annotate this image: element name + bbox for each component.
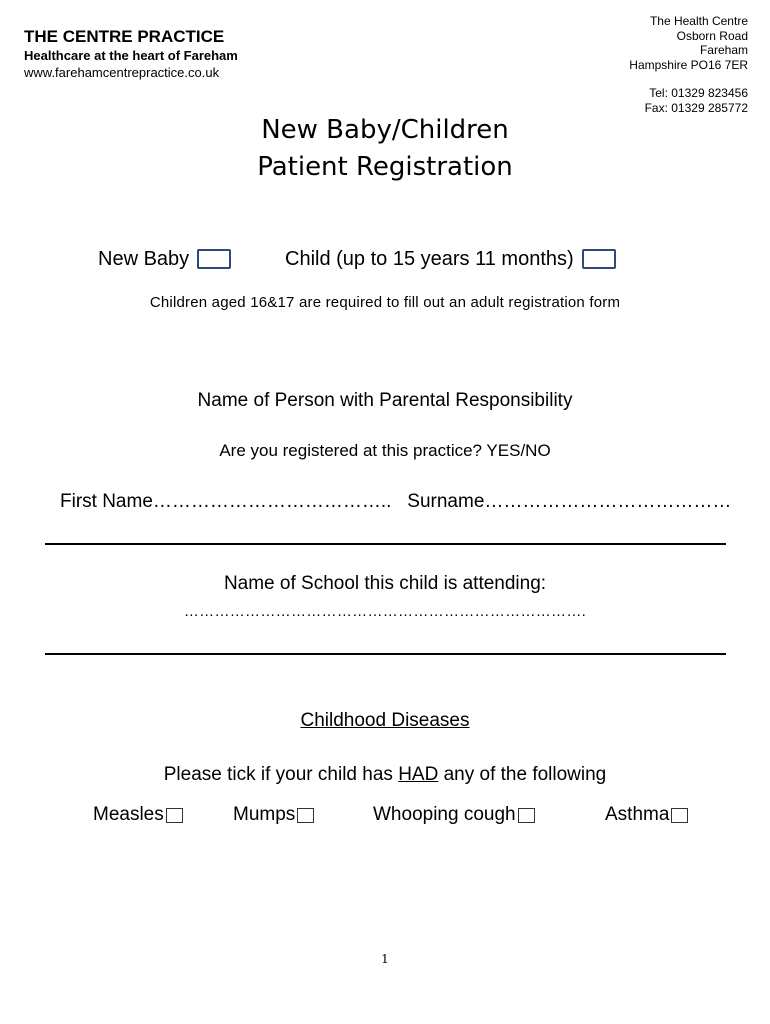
whooping-cough-checkbox[interactable] — [518, 808, 535, 823]
tick-instruction-emphasis: HAD — [398, 764, 439, 785]
tick-instruction-suffix: any of the following — [438, 764, 607, 785]
form-title — [0, 112, 770, 186]
disease-whooping-cough — [373, 804, 535, 826]
address-line: The Health Centre — [649, 14, 748, 28]
measles-checkbox[interactable] — [166, 808, 183, 823]
school-field[interactable]: ……………………………………………………………………. — [183, 603, 587, 620]
fax: Fax: 01329 285772 — [644, 100, 748, 115]
surname-field[interactable]: Surname………………………………… — [407, 491, 732, 512]
practice-tagline: Healthcare at the heart of Fareham — [24, 48, 238, 63]
form-title-line1: New Baby/Children — [261, 115, 509, 145]
practice-block — [24, 27, 238, 81]
child-checkbox[interactable] — [582, 249, 616, 269]
disease-label: Measles — [93, 804, 164, 825]
practice-address — [629, 14, 748, 116]
age-note: Children aged 16&17 are required to fill out an adult registration form — [149, 294, 621, 311]
child-label: Child (up to 15 years 11 months) — [285, 248, 574, 270]
new-baby-option — [98, 246, 231, 272]
name-fields — [60, 491, 731, 513]
disease-measles — [93, 804, 183, 826]
new-baby-checkbox[interactable] — [197, 249, 231, 269]
disease-label: Whooping cough — [373, 804, 516, 825]
tick-instruction-prefix: Please tick if your child has — [163, 764, 399, 785]
new-baby-label: New Baby — [98, 248, 190, 270]
school-label: Name of School this child is attending: — [223, 573, 547, 594]
disease-asthma — [605, 804, 688, 826]
asthma-checkbox[interactable] — [671, 808, 688, 823]
disease-mumps — [233, 804, 314, 826]
divider — [45, 653, 726, 655]
disease-label: Asthma — [605, 804, 670, 825]
registered-question: Are you registered at this practice? YES/NO — [219, 441, 551, 460]
diseases-heading: Childhood Diseases — [300, 710, 470, 731]
first-name-field[interactable]: First Name……………………………….. — [60, 491, 392, 512]
address-line: Osborn Road — [676, 28, 748, 43]
page-number: 1 — [381, 952, 389, 966]
practice-website: www.farehamcentrepractice.co.uk — [24, 65, 220, 80]
practice-name: THE CENTRE PRACTICE — [24, 27, 225, 46]
telephone: Tel: 01329 823456 — [649, 86, 748, 101]
disease-label: Mumps — [233, 804, 296, 825]
tick-instruction — [0, 764, 770, 786]
address-line: Hampshire PO16 7ER — [629, 57, 748, 72]
divider — [45, 543, 726, 545]
mumps-checkbox[interactable] — [297, 808, 314, 823]
child-option — [285, 246, 616, 272]
parent-heading: Name of Person with Parental Responsibility — [197, 390, 573, 411]
form-title-line2: Patient Registration — [257, 152, 513, 182]
address-line: Fareham — [699, 43, 748, 58]
